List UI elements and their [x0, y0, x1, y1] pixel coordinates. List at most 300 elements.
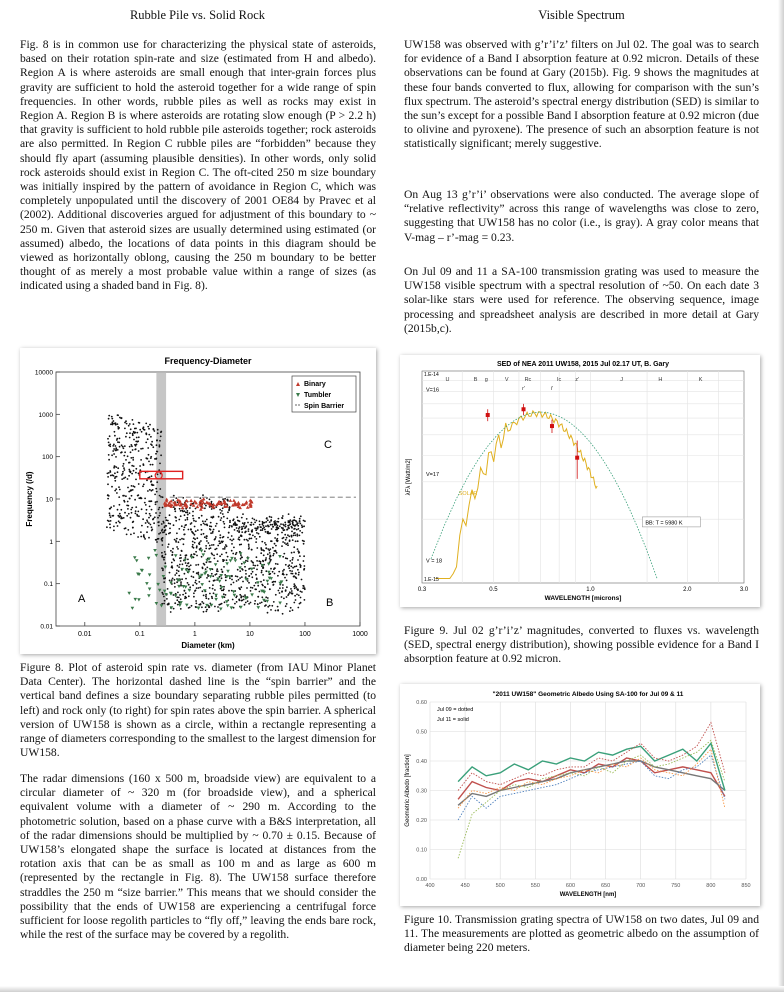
- data-point: [147, 447, 149, 449]
- data-point: [174, 539, 176, 541]
- data-point: [127, 487, 129, 489]
- data-point: [164, 600, 166, 602]
- data-point: [168, 603, 170, 605]
- data-point: [298, 551, 300, 553]
- data-point: [127, 478, 129, 480]
- data-point: [136, 437, 138, 439]
- data-point: [196, 572, 198, 574]
- data-point: [110, 506, 112, 508]
- y-tick-label: 0.20: [416, 818, 427, 824]
- data-point: [214, 538, 216, 540]
- data-point: [299, 523, 301, 525]
- data-point: [166, 598, 168, 600]
- data-point: [157, 429, 159, 431]
- data-point: [235, 575, 237, 577]
- data-point: [113, 505, 115, 507]
- data-point: [251, 529, 253, 531]
- data-point: [151, 444, 153, 446]
- data-point: [265, 557, 267, 559]
- data-point: [216, 570, 218, 572]
- data-point: [142, 518, 144, 520]
- data-point: [176, 569, 178, 571]
- data-point: [276, 521, 278, 523]
- data-point: [205, 606, 207, 608]
- data-point: [284, 542, 286, 544]
- data-point: [135, 468, 137, 470]
- data-point: [188, 584, 190, 586]
- data-point: [303, 568, 305, 570]
- data-point: [113, 448, 115, 450]
- data-point: [205, 548, 207, 550]
- data-point: [206, 519, 208, 521]
- data-point: [131, 507, 133, 509]
- data-point: [222, 541, 224, 543]
- data-point: [156, 491, 158, 493]
- data-point: [209, 581, 211, 583]
- data-point: [281, 517, 283, 519]
- data-point: [198, 604, 200, 606]
- data-point: [269, 532, 271, 534]
- data-point: [198, 517, 200, 519]
- y-tick-label: 0.1: [43, 581, 53, 589]
- data-point: [142, 463, 144, 465]
- data-point: [265, 525, 267, 527]
- data-point: [291, 552, 293, 554]
- data-point: [205, 568, 207, 570]
- data-point: [110, 471, 112, 473]
- x-tick-label: 1.0: [586, 587, 595, 593]
- data-point: [254, 522, 256, 524]
- data-point: [149, 489, 151, 491]
- data-point: [175, 520, 177, 522]
- data-point: [149, 424, 151, 426]
- data-point: [227, 537, 229, 539]
- data-point: [133, 465, 135, 467]
- data-point: [251, 538, 253, 540]
- data-point: [140, 531, 142, 533]
- data-point: [241, 563, 243, 565]
- data-point: [160, 496, 162, 498]
- data-point: [150, 515, 152, 517]
- data-point: [303, 520, 305, 522]
- data-point: [165, 529, 167, 531]
- data-point: [175, 497, 177, 499]
- data-point: [245, 573, 247, 575]
- data-point: [253, 564, 255, 566]
- data-point: [284, 529, 286, 531]
- data-point: [135, 472, 137, 474]
- data-point: [179, 594, 181, 596]
- data-point: [146, 479, 148, 481]
- chart-title: Frequency-Diameter: [164, 356, 252, 366]
- data-point: [272, 584, 274, 586]
- data-point: [214, 549, 216, 551]
- page-shadow-right: [778, 0, 784, 992]
- data-point: [220, 519, 222, 521]
- data-point: [159, 515, 161, 517]
- data-point: [138, 515, 140, 517]
- data-point: [224, 601, 226, 603]
- data-point: [108, 520, 110, 522]
- data-point: [260, 552, 262, 554]
- data-point: [116, 438, 118, 440]
- data-point: [174, 586, 176, 588]
- data-point: [293, 586, 295, 588]
- data-point: [132, 457, 134, 459]
- series-line: [458, 749, 725, 808]
- data-point: [171, 579, 173, 581]
- data-point: [172, 551, 174, 553]
- data-point: [107, 498, 109, 500]
- data-point: [225, 552, 227, 554]
- data-point: [292, 609, 294, 611]
- band-label: z': [575, 377, 580, 383]
- data-point: [256, 560, 258, 562]
- data-point: [238, 530, 240, 532]
- data-point: [239, 594, 241, 596]
- data-point: [234, 521, 236, 523]
- data-point: [119, 446, 121, 448]
- data-point: [193, 520, 195, 522]
- data-point: [289, 519, 291, 521]
- data-point: [196, 583, 198, 585]
- data-point: [276, 552, 278, 554]
- data-point: [251, 576, 253, 578]
- data-point: [260, 561, 262, 563]
- data-point: [264, 542, 266, 544]
- data-point: [192, 546, 194, 548]
- data-point: [117, 509, 119, 511]
- data-point: [259, 520, 261, 522]
- data-point: [283, 525, 285, 527]
- data-point: [257, 565, 259, 567]
- data-point: [274, 522, 276, 524]
- left-paragraph-1: Fig. 8 is in common use for characterizing the physical state of asteroids, based on their rotation spin-rate and size (estimated from H and albedo). Region A is where asteroids are small enough that inter-grain forces plus gravity are sufficient to hold the asteroid together for a wide range of spin frequencies. In other words, rubble piles as well as rocks may exist in Region A. Region B is where asteroids are rotating slow enough (P > 2.2 h) that gravity is sufficient to hold rubble pile asteroids together; rock asteroids are also permitted. In Region C rubble piles are “forbidden” because they should fly apart (assuming plausible densities). In other words, only solid rock asteroids should exist in Region C. The oft-cited 250 m size boundary was initially inspired by the pattern of avoidance in Region C, which was completely unpopulated until the discovery of 2001 OE84 by Pravec et al (2002). Additional discoveries argued for adjustment of this boundary to ~ 250 m. Given that asteroid sizes are usually determined using estimated (or assumed) albedo, the locations of data points in this diagram should be viewed as horizontally oblong, causing the 250 m boundary to be better thought of as merely a most probable value within a range of sizes (as indicated using a shaded band in Fig. 8).: [20, 38, 376, 293]
- data-point: [144, 429, 146, 431]
- data-point: [205, 545, 207, 547]
- data-point: [238, 599, 240, 601]
- data-point: [295, 572, 297, 574]
- data-point: [262, 560, 264, 562]
- data-point: [265, 544, 267, 546]
- data-point: [125, 495, 127, 497]
- data-point: [203, 602, 205, 604]
- data-point: [180, 554, 182, 556]
- data-point: [162, 570, 164, 572]
- data-point: [250, 590, 252, 592]
- data-point: [290, 592, 292, 594]
- data-point: [247, 522, 249, 524]
- data-point: [236, 595, 238, 597]
- data-point: [133, 532, 135, 534]
- data-point: [107, 483, 109, 485]
- data-point: [279, 525, 281, 527]
- data-point: [254, 600, 256, 602]
- data-point: [244, 604, 246, 606]
- data-point: [300, 591, 302, 593]
- data-point: [171, 562, 173, 564]
- data-point: [261, 584, 263, 586]
- data-point: [200, 540, 202, 542]
- data-point: [195, 520, 197, 522]
- data-point: [108, 454, 110, 456]
- data-point: [238, 537, 240, 539]
- data-point: [288, 567, 290, 569]
- data-point: [123, 467, 125, 469]
- data-point: [115, 445, 117, 447]
- data-point: [203, 563, 205, 565]
- data-point: [281, 591, 283, 593]
- data-point: [157, 432, 159, 434]
- data-point: [271, 516, 273, 518]
- data-point: [147, 426, 149, 428]
- data-point: [152, 446, 154, 448]
- data-point: [289, 560, 291, 562]
- data-point: [211, 501, 213, 503]
- data-point: [267, 606, 269, 608]
- data-point: [178, 541, 180, 543]
- band-label: J: [620, 377, 623, 383]
- data-point: [134, 432, 136, 434]
- data-point: [486, 413, 490, 417]
- data-point: [205, 611, 207, 613]
- data-point: [174, 516, 176, 518]
- data-point: [122, 471, 124, 473]
- data-point: [172, 548, 174, 550]
- data-point: [161, 552, 163, 554]
- data-point: [244, 566, 246, 568]
- data-point: [145, 423, 147, 425]
- data-point: [159, 488, 161, 490]
- data-point: [181, 510, 183, 512]
- data-point: [190, 528, 192, 530]
- data-point: [285, 539, 287, 541]
- data-point: [118, 516, 120, 518]
- data-point: [245, 602, 247, 604]
- data-point: [211, 573, 213, 575]
- data-point: [148, 537, 150, 539]
- data-point: [107, 495, 109, 497]
- data-point: [213, 529, 215, 531]
- data-point: [173, 524, 175, 526]
- right-paragraph-2: On Aug 13 g’r’i’ observations were also conducted. The average slope of “relative reflectivity” across this range of wavelengths was close to zero, suggesting that UW158 has no color (i.e., is gray). A gray color means that V-mag – r’-mag = 0.23.: [404, 188, 759, 244]
- data-point: [216, 553, 218, 555]
- data-point: [159, 440, 161, 442]
- data-point: [255, 574, 257, 576]
- data-point: [177, 592, 179, 594]
- data-point: [109, 445, 111, 447]
- data-point: [195, 580, 197, 582]
- data-point: [291, 526, 293, 528]
- data-point: [193, 596, 195, 598]
- data-point: [275, 529, 277, 531]
- data-point: [230, 584, 232, 586]
- data-point: [176, 532, 178, 534]
- data-point: [167, 546, 169, 548]
- data-point: [274, 581, 276, 583]
- data-point: [124, 528, 126, 530]
- data-point: [110, 520, 112, 522]
- data-point: [138, 450, 140, 452]
- data-point: [142, 448, 144, 450]
- figure-9: [400, 355, 760, 607]
- data-point: [169, 514, 171, 516]
- data-point: [206, 609, 208, 611]
- data-point: [160, 532, 162, 534]
- data-point: [179, 557, 181, 559]
- data-point: [280, 523, 282, 525]
- data-point: [192, 511, 194, 513]
- data-point: [124, 445, 126, 447]
- data-point: [192, 584, 194, 586]
- data-point: [123, 517, 125, 519]
- data-point: [206, 535, 208, 537]
- data-point: [292, 559, 294, 561]
- data-point: [263, 554, 265, 556]
- data-point: [109, 523, 111, 525]
- left-paragraph-2: The radar dimensions (160 x 500 m, broadside view) are equivalent to a circular diameter of ~ 320 m (for broadside view), and a spherical equivalent volume with a diameter of ~ 290 m. According to the photometric solution, based on a phase curve with a B&S interpretation, all of the radar dimensions should be multiplied by ~ 0.70 ± 0.15. Because of UW158’s elongated shape the surface is located at distances from the rotation axis that can be as small as 100 m and as large as 600 m (represented by the rectangle in Fig. 8). The UW158 surface therefore straddles the 250 m “size barrier.” This means that we should consider the possibility that the ends of UW158 are experiencing a centrifugal force sufficient for loose regolith particles to “fly off,” leaving the ends bare rock, while the rest of the surface may be covered by a regolith.: [20, 772, 376, 942]
- data-point: [170, 611, 172, 613]
- data-point: [265, 570, 267, 572]
- data-point: [278, 571, 280, 573]
- data-point: [178, 519, 180, 521]
- data-point: [226, 559, 228, 561]
- data-point: [130, 534, 132, 536]
- data-point: [158, 521, 160, 523]
- data-point: [107, 476, 109, 478]
- data-point: [142, 485, 144, 487]
- data-point: [238, 520, 240, 522]
- data-point: [231, 576, 233, 578]
- data-point: [221, 554, 223, 556]
- data-point: [281, 545, 283, 547]
- data-point: [277, 525, 279, 527]
- data-point: [126, 423, 128, 425]
- data-point: [234, 603, 236, 605]
- data-point: [127, 455, 129, 457]
- data-point: [176, 538, 178, 540]
- data-point: [214, 558, 216, 560]
- y-tick-label: 10000: [34, 369, 53, 377]
- data-point: [228, 590, 230, 592]
- data-point: [128, 491, 130, 493]
- data-point: [124, 512, 126, 514]
- data-point: [145, 442, 147, 444]
- data-point: [212, 516, 214, 518]
- data-point: [248, 544, 250, 546]
- data-point: [139, 465, 141, 467]
- data-point: [233, 523, 235, 525]
- data-point: [176, 599, 178, 601]
- data-point: [115, 466, 117, 468]
- data-point: [173, 506, 175, 508]
- data-point: [188, 562, 190, 564]
- data-point: [277, 609, 279, 611]
- figure-10: [400, 684, 760, 906]
- data-point: [231, 579, 233, 581]
- data-point: [296, 521, 298, 523]
- solar-label: SOLAR: [458, 491, 478, 498]
- data-point: [231, 535, 233, 537]
- data-point: [117, 467, 119, 469]
- data-point: [275, 550, 277, 552]
- data-point: [294, 588, 296, 590]
- data-point: [291, 570, 293, 572]
- data-point: [253, 585, 255, 587]
- data-point: [267, 553, 269, 555]
- data-point: [255, 541, 257, 543]
- data-point: [231, 550, 233, 552]
- data-point: [284, 534, 286, 536]
- data-point: [141, 498, 143, 500]
- x-tick-label: 1: [192, 631, 197, 638]
- data-point: [156, 541, 158, 543]
- data-point: [256, 578, 258, 580]
- region-label-b: B: [326, 597, 334, 609]
- data-point: [124, 469, 126, 471]
- data-point: [161, 592, 163, 594]
- data-point: [234, 529, 236, 531]
- data-point: [126, 534, 128, 536]
- data-point: [265, 521, 267, 523]
- data-point: [301, 524, 303, 526]
- data-point: [148, 434, 150, 436]
- data-point: [299, 520, 301, 522]
- data-point: [178, 570, 180, 572]
- data-point: [157, 538, 159, 540]
- blackbody-label: BB: T = 5980 K: [645, 520, 683, 527]
- data-point: [258, 533, 260, 535]
- data-point: [159, 446, 161, 448]
- data-point: [119, 513, 121, 515]
- right-column-title: Visible Spectrum: [538, 8, 625, 22]
- data-point: [241, 528, 243, 530]
- data-point: [109, 512, 111, 514]
- data-point: [129, 462, 131, 464]
- data-point: [282, 541, 284, 543]
- data-point: [130, 509, 132, 511]
- data-point: [272, 526, 274, 528]
- data-point: [245, 576, 247, 578]
- data-point: [550, 424, 554, 428]
- data-point: [135, 506, 137, 508]
- data-point: [122, 446, 124, 448]
- data-point: [243, 525, 245, 527]
- series-line: [458, 740, 725, 858]
- data-point: [185, 557, 187, 559]
- data-point: [203, 523, 205, 525]
- data-point: [242, 513, 244, 515]
- data-point: [161, 523, 163, 525]
- data-point: [204, 536, 206, 538]
- data-point: [145, 504, 147, 506]
- data-point: [283, 553, 285, 555]
- data-point: [184, 526, 186, 528]
- y-axis-label: Frequency (/d): [25, 471, 34, 527]
- data-point: [178, 528, 180, 530]
- data-point: [157, 474, 159, 476]
- data-point: [259, 536, 261, 538]
- x-axis-label: WAVELENGTH [nm]: [559, 892, 617, 898]
- data-point: [108, 415, 110, 417]
- data-point: [195, 551, 197, 553]
- data-point: [302, 540, 304, 542]
- data-point: [300, 597, 302, 599]
- y-tick-label: 10: [45, 496, 53, 504]
- data-point: [220, 512, 222, 514]
- data-point: [281, 596, 283, 598]
- legend-jul11: Jul 11 = solid: [437, 717, 469, 724]
